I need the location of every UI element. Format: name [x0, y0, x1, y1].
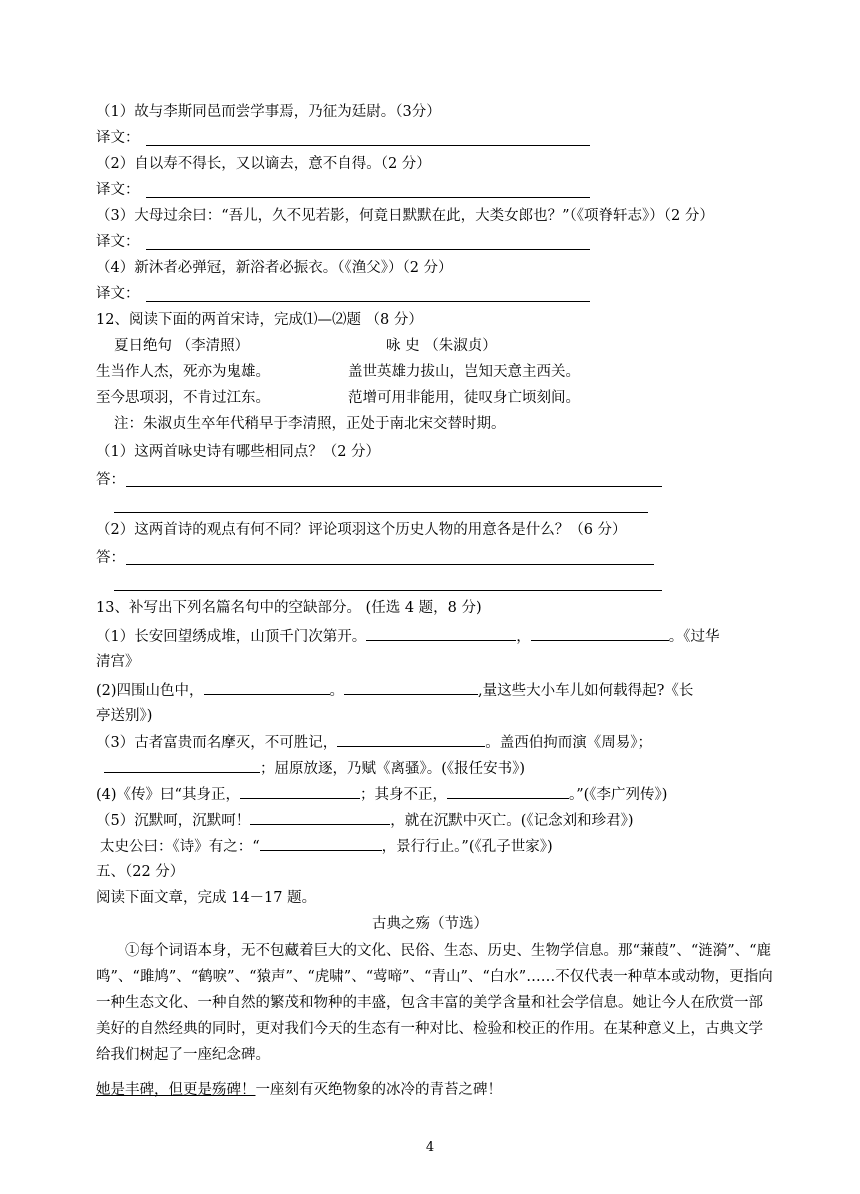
- q13-text: （5）沉默呵，沉默呵！: [96, 813, 251, 829]
- poem1-line-1: 生当作人杰，死亦为鬼雄。: [96, 364, 270, 380]
- q12-answer-label-1: 答：: [96, 472, 125, 488]
- q13-text: (2)四围山色中，: [96, 683, 204, 699]
- paragraph-text: 一座刻有灭绝物象的冰冷的青苔之碑！: [255, 1082, 502, 1098]
- poem2-line-1: 盖世英雄力拔山，岂知天意主西关。: [348, 364, 580, 380]
- section5-heading: 五、（22 分）: [96, 864, 185, 880]
- q13-line-2: [96, 680, 693, 701]
- q13-text: 太史公曰：《诗》有之：“: [100, 839, 260, 855]
- q13-line-1-cont: 清宫》: [96, 654, 140, 670]
- q13-text: (4)《传》曰“其身正，: [96, 787, 240, 803]
- q13-text: ；其身不正，: [359, 787, 447, 803]
- blank[interactable]: [447, 784, 569, 799]
- q12-heading: 12、阅读下面的两首宋诗，完成⑴—⑵题 （8 分）: [96, 312, 423, 328]
- q13-text: 。《过华: [668, 629, 720, 645]
- answer-line[interactable]: [126, 564, 654, 565]
- q11-answer-label-1: 译文：: [96, 130, 140, 146]
- blank[interactable]: [250, 810, 390, 825]
- blank[interactable]: [104, 758, 260, 773]
- answer-line[interactable]: [146, 249, 590, 250]
- article-title: 古典之殇（节选）: [372, 916, 488, 932]
- answer-line[interactable]: [146, 197, 590, 198]
- blank[interactable]: [531, 626, 669, 641]
- q13-line-3-cont: [104, 758, 525, 779]
- underlined-sentence: 她是丰碑，但更是殇碑！: [96, 1082, 256, 1098]
- q13-line-3: [96, 732, 652, 753]
- blank[interactable]: [366, 626, 516, 641]
- q12-answer-label-2: 答：: [96, 550, 125, 566]
- q11-answer-label-3: 译文：: [96, 234, 140, 250]
- q11-answer-label-4: 译文：: [96, 286, 140, 302]
- blank[interactable]: [260, 836, 382, 851]
- q13-text: ，就在沉默中灭亡。(《记念刘和珍君》): [390, 813, 634, 829]
- q13-line-4: [96, 784, 667, 805]
- poem2-line-2: 范增可用非能用，徒叹身亡顷刻间。: [348, 390, 580, 406]
- paragraph-text: ①每个词语本身，无不包藏着巨大的文化、民俗、生态、历史、生物学信息。那“蒹葭”、“涟漪”、“鹿鸣”、“雎鸠”、“鹤唳”、“猿声”、“虎啸”、“莺啼”、“青山”、“白水”……不仅代表一种草本或动物，更指向一种生态文化、一种自然的繁茂和物种的丰盛，包含丰富的美学含量和社会学信息。她让今人在欣赏一部美好的自然经典的同时，更对我们今天的生态有一种对比、检验和校正的作用。在某种意义上，古典文学给我们树起了一座纪念碑。: [96, 943, 773, 1063]
- answer-line[interactable]: [114, 590, 662, 591]
- q13-text: ,量这些大小车儿如何载得起?《长: [478, 683, 694, 699]
- blank[interactable]: [344, 680, 478, 695]
- q13-text: ；屈原放逐，乃赋《离骚》。(《报任安书》): [260, 761, 526, 777]
- q11-item-4: （4）新沐者必弹冠，新浴者必振衣。（《渔父》）（2 分）: [96, 260, 453, 276]
- page-number: 4: [425, 1140, 435, 1155]
- q13-text: ，: [516, 629, 531, 645]
- q13-text: （1）长安回望绣成堆，山顶千门次第开。: [96, 629, 367, 645]
- q13-text: （3）古者富贵而名摩灭，不可胜记，: [96, 735, 338, 751]
- q11-answer-label-2: 译文：: [96, 182, 140, 198]
- poem1-title: 夏日绝句 （李清照）: [114, 338, 250, 354]
- q12-sub2: （2）这两首诗的观点有何不同？评论项羽这个历史人物的用意各是什么？（6 分）: [96, 522, 627, 538]
- answer-line[interactable]: [126, 486, 662, 487]
- answer-line[interactable]: [146, 301, 590, 302]
- q13-text: 。”(《李广列传》): [568, 787, 668, 803]
- blank[interactable]: [240, 784, 360, 799]
- q13-text: 。盖西伯拘而演《周易》；: [485, 735, 652, 751]
- q12-note: 注：朱淑贞生卒年代稍早于李清照，正处于南北宋交替时期。: [114, 416, 506, 432]
- poem2-title: 咏 史 （朱淑贞）: [386, 338, 497, 354]
- q13-text: ，景行行止。”(《孔子世家》): [381, 839, 553, 855]
- q13-text: 。: [329, 683, 345, 699]
- q13-line-2-cont: 亭送别》): [96, 708, 153, 724]
- blank[interactable]: [337, 732, 485, 747]
- q13-line-1: [96, 626, 719, 647]
- q12-sub1: （1）这两首咏史诗有哪些相同点？（2 分）: [96, 444, 381, 460]
- article-paragraph-1-end: [96, 1080, 502, 1100]
- section5-instruction: 阅读下面文章，完成 14－17 题。: [96, 890, 317, 906]
- poem1-line-2: 至今思项羽，不肯过江东。: [96, 390, 270, 406]
- q13-line-6: [100, 836, 553, 857]
- q11-item-1: （1）故与李斯同邑而尝学事焉，乃征为廷尉。（3分）: [96, 104, 441, 120]
- answer-line[interactable]: [114, 512, 648, 513]
- article-paragraph-1: [96, 938, 776, 1068]
- answer-line[interactable]: [146, 145, 590, 146]
- q11-item-2: （2）自以寿不得长，又以谪去，意不自得。（2 分）: [96, 156, 431, 172]
- blank[interactable]: [204, 680, 330, 695]
- q13-line-5: [96, 810, 634, 831]
- q11-item-3: （3）大母过余曰：“吾儿，久不见若影，何竟日默默在此，大类女郎也？”（《项脊轩志》）（2 分）: [96, 208, 714, 224]
- q13-heading: 13、补写出下列名篇名句中的空缺部分。 (任选 4 题，8 分): [96, 600, 482, 616]
